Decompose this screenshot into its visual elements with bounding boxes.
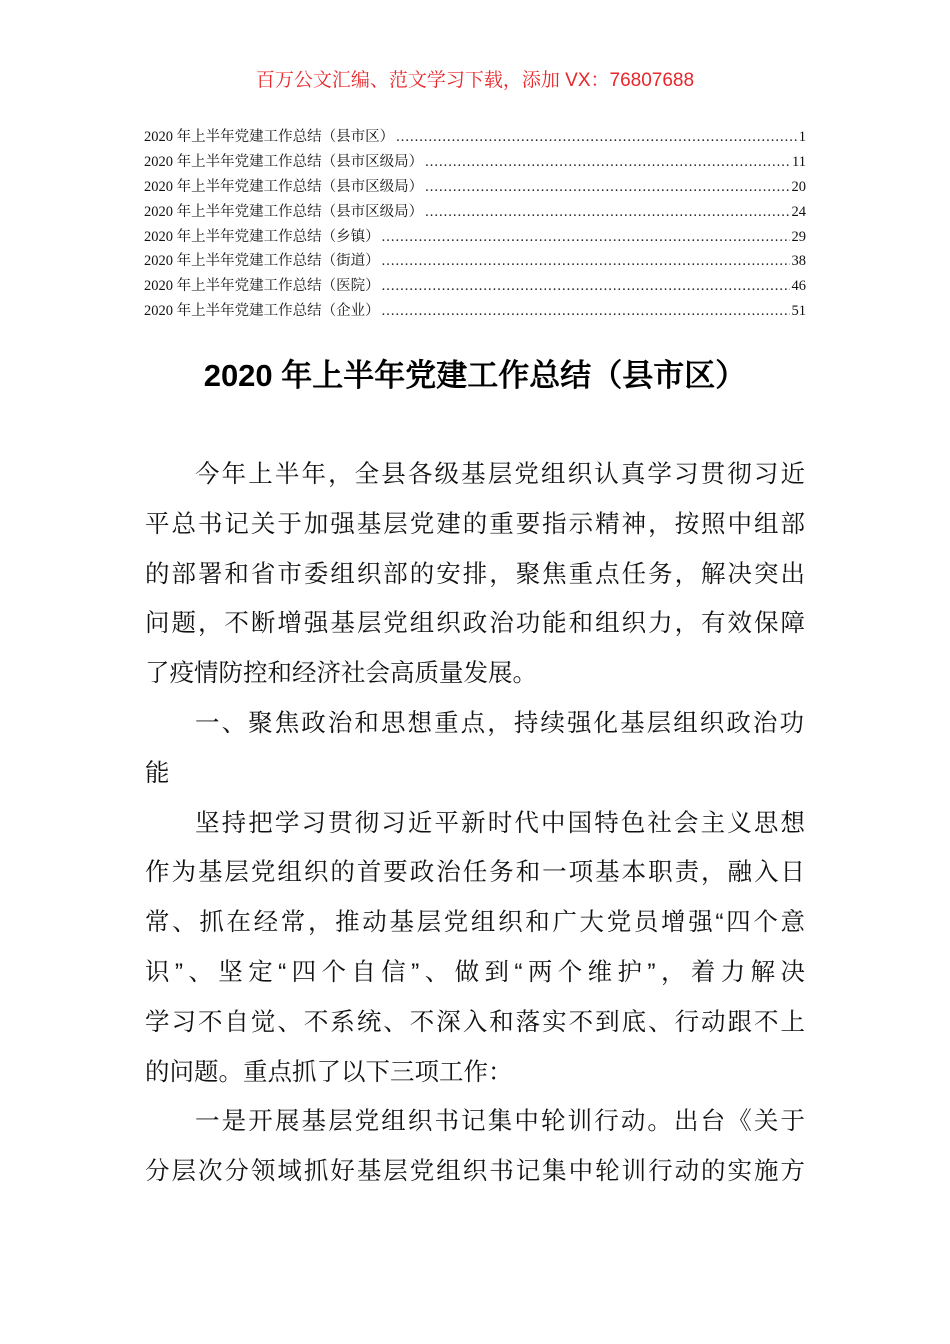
- toc-entry-page: 38: [791, 253, 806, 270]
- toc-entry-page: 29: [791, 228, 806, 245]
- section-heading-line: 一、聚焦政治和思想重点，持续强化基层组织政治功: [195, 709, 805, 737]
- toc-entry-title: 2020 年上半年党建工作总结（乡镇）: [144, 228, 380, 245]
- toc-entry[interactable]: [144, 126, 806, 151]
- toc-leader-dots: [396, 126, 797, 148]
- toc-entry[interactable]: [144, 300, 806, 325]
- toc-entry-title: 2020 年上半年党建工作总结（企业）: [144, 303, 380, 320]
- body-line: 今年上半年，全县各级基层党组织认真学习贯彻习近: [195, 461, 805, 488]
- body-line: 常、抓在经常，推动基层党组织和广大党员增强“四个意: [145, 909, 805, 937]
- body-line: 的问题。重点抓了以下三项工作：: [145, 1058, 513, 1086]
- header-banner: 百万公文汇编、范文学习下载，添加 VX：76807688: [255, 70, 695, 91]
- body-line: 学习不自觉、不系统、不深入和落实不到底、行动跟不上: [145, 1008, 805, 1036]
- section-heading-line: 能: [145, 759, 170, 787]
- body-line: 的部署和省市委组织部的安排，聚焦重点任务，解决突出: [145, 560, 805, 588]
- toc-entry-title: 2020 年上半年党建工作总结（县市区）: [144, 129, 395, 145]
- toc-entry-title: 2020 年上半年党建工作总结（县市区级局）: [144, 203, 424, 220]
- document-title: 2020 年上半年党建工作总结（县市区）: [203, 358, 747, 393]
- toc-leader-dots: [382, 226, 790, 248]
- toc-entry[interactable]: [144, 201, 806, 226]
- toc-entry[interactable]: [144, 176, 806, 201]
- document-body: [145, 450, 805, 1197]
- toc-entry-page: 1: [798, 129, 806, 145]
- toc-leader-dots: [382, 250, 790, 272]
- toc-entry-page: 46: [791, 278, 806, 295]
- table-of-contents: [144, 126, 806, 325]
- toc-entry[interactable]: [144, 151, 806, 176]
- toc-entry-title: 2020 年上半年党建工作总结（县市区级局）: [144, 178, 424, 195]
- body-line: 一是开展基层党组织书记集中轮训行动。出台《关于: [195, 1108, 805, 1136]
- toc-entry-title: 2020 年上半年党建工作总结（街道）: [144, 253, 380, 270]
- body-line: 坚持把学习贯彻习近平新时代中国特色社会主义思想: [195, 809, 805, 837]
- toc-entry[interactable]: [144, 250, 806, 275]
- toc-leader-dots: [425, 151, 790, 173]
- toc-entry-page: 51: [791, 303, 806, 320]
- toc-leader-dots: [382, 300, 790, 322]
- toc-entry-page: 11: [792, 153, 806, 170]
- body-line: 识”、坚定“四个自信”、做到“两个维护”，着力解决: [145, 958, 805, 986]
- toc-leader-dots: [425, 176, 789, 198]
- toc-entry-title: 2020 年上半年党建工作总结（县市区级局）: [144, 153, 424, 170]
- toc-entry-page: 20: [791, 178, 806, 195]
- body-line: 了疫情防控和经济社会高质量发展。: [145, 660, 537, 688]
- body-line: 问题，不断增强基层党组织政治功能和组织力，有效保障: [145, 610, 805, 638]
- body-line: 平总书记关于加强基层党建的重要指示精神，按照中组部: [145, 510, 805, 538]
- toc-leader-dots: [382, 275, 790, 297]
- toc-entry[interactable]: [144, 226, 806, 251]
- toc-entry[interactable]: [144, 275, 806, 300]
- toc-entry-title: 2020 年上半年党建工作总结（医院）: [144, 278, 380, 295]
- body-line: 作为基层党组织的首要政治任务和一项基本职责，融入日: [145, 859, 805, 887]
- toc-entry-page: 24: [791, 203, 806, 220]
- toc-leader-dots: [425, 201, 789, 223]
- body-line: 分层次分领域抓好基层党组织书记集中轮训行动的实施方: [145, 1158, 805, 1186]
